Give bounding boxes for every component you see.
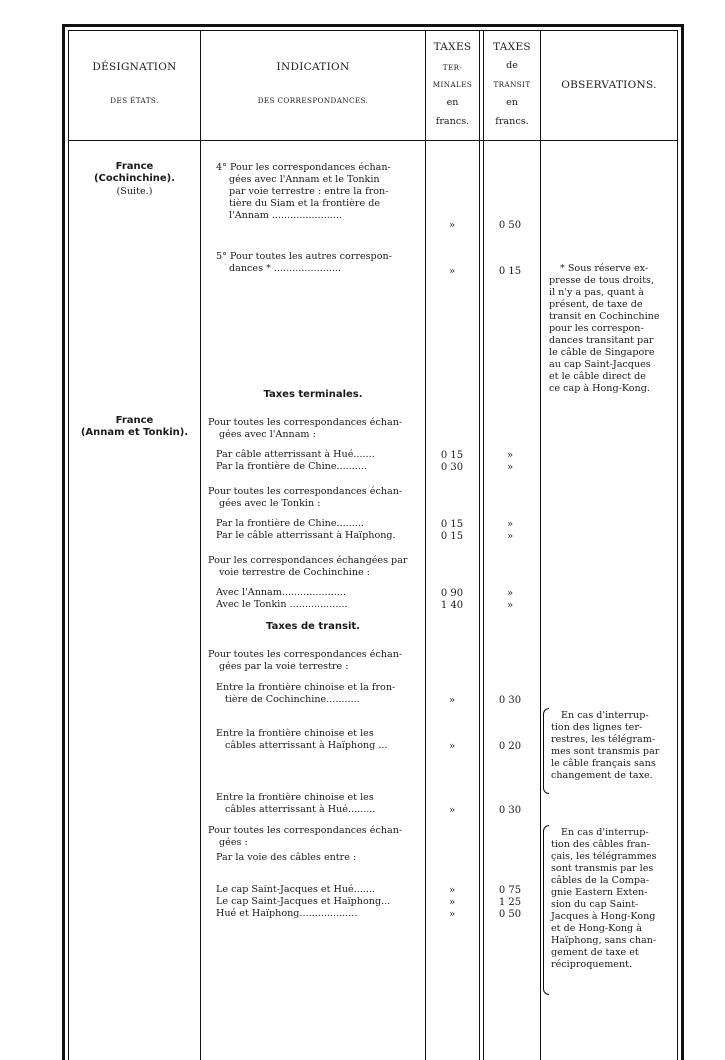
sec5-terminal: » <box>448 266 456 277</box>
obs1-line: transit en Cochinchine <box>549 311 660 322</box>
transit-value: 0 50 <box>498 909 522 920</box>
transit-line: Pour toutes les correspondances échan- <box>208 825 403 836</box>
obs1-line: le câble de Singapore <box>549 347 655 358</box>
terminal-title: Taxes terminales. <box>263 389 363 400</box>
transit-value: » <box>506 462 514 473</box>
obs3-line: et de Hong-Kong à <box>551 923 642 934</box>
terminal-row-label: Par la frontière de Chine......... <box>216 518 364 529</box>
obs3-line: En cas d'interrup- <box>561 827 649 838</box>
transit-line: câbles atterrissant à Haïphong ... <box>225 740 388 751</box>
brace-shape <box>543 708 549 794</box>
header-rule <box>68 140 678 141</box>
terminal-value: 0 90 <box>440 588 464 599</box>
brace-shape <box>543 825 549 995</box>
terminal-value: 0 30 <box>440 462 464 473</box>
terminal-line: Pour les correspondances échangées par <box>208 555 408 566</box>
header-designation: DÉSIGNATION <box>92 61 177 73</box>
sec5-line: 5° Pour toutes les autres correspon- <box>216 251 392 262</box>
col-divider-4 <box>540 30 541 1060</box>
state-cochinchine: (Cochinchine). <box>93 173 176 184</box>
transit-title: Taxes de transit. <box>266 621 360 632</box>
terminal-value: » <box>448 897 456 908</box>
terminal-value: 0 15 <box>440 450 464 461</box>
header-taxes-terminales-5: francs. <box>435 116 470 127</box>
terminal-line: Pour toutes les correspondances échan- <box>208 417 403 428</box>
col-divider-3b <box>483 30 484 1060</box>
transit-value: 0 75 <box>498 885 522 896</box>
header-observations: OBSERVATIONS. <box>561 79 657 91</box>
terminal-row-label: Par câble atterrissant à Hué....... <box>216 449 375 460</box>
terminal-value: 0 15 <box>440 519 464 530</box>
obs3-line: gement de taxe et <box>551 947 639 958</box>
sec4-line: tière du Siam et la frontière de <box>229 198 381 209</box>
obs3-line: gnie Eastern Exten- <box>551 887 648 898</box>
obs3-line: tion des câbles fran- <box>551 839 650 850</box>
header-taxes-transit-1: TAXES <box>493 41 531 53</box>
col-divider-3 <box>479 30 480 1060</box>
obs1-line: au cap Saint-Jacques <box>549 359 651 370</box>
terminal-value: 1 40 <box>440 600 464 611</box>
header-taxes-terminales-4: en <box>446 97 459 108</box>
transit-value: » <box>506 531 514 542</box>
header-taxes-terminales-2: TER- <box>442 63 463 72</box>
obs2-line: mes sont transmis par <box>551 746 660 757</box>
sec4-terminal: » <box>448 220 456 231</box>
transit-line: Par la voie des câbles entre : <box>216 852 357 863</box>
obs1-line: presse de tous droits, <box>549 275 655 286</box>
header-des-correspondances: DES CORRESPONDANCES. <box>257 96 369 105</box>
terminal-value: » <box>448 885 456 896</box>
sec4-line: l'Annam ....................... <box>229 210 342 221</box>
transit-line: câbles atterrissant à Hué......... <box>225 804 376 815</box>
header-des-etats: DES ÉTATS. <box>110 96 159 105</box>
obs1-line: pour les correspon- <box>549 323 644 334</box>
transit-value: 0 20 <box>498 741 522 752</box>
transit-line: tière de Cochinchine........... <box>225 694 360 705</box>
obs2-line: le câble français sans <box>551 758 656 769</box>
transit-value: 0 30 <box>498 805 522 816</box>
transit-line: gées par la voie terrestre : <box>219 661 349 672</box>
top-rule-inner <box>68 30 678 31</box>
transit-value: » <box>506 600 514 611</box>
state-suite: (Suite.) <box>116 186 153 197</box>
top-rule <box>62 24 684 27</box>
transit-value: » <box>506 519 514 530</box>
terminal-value: » <box>448 695 456 706</box>
header-indication: INDICATION <box>276 61 350 73</box>
right-border-inner <box>677 30 678 1060</box>
obs2-line: restres, les télégram- <box>551 734 656 745</box>
transit-value: 0 30 <box>498 695 522 706</box>
terminal-row-label: Par la frontière de Chine.......... <box>216 461 368 472</box>
sec4-line: 4° Pour les correspondances échan- <box>216 162 391 173</box>
header-taxes-transit-5: francs. <box>495 116 529 127</box>
transit-value: 1 25 <box>498 897 522 908</box>
header-taxes-terminales-3: MINALES <box>432 80 473 89</box>
obs1-line: ce cap à Hong-Kong. <box>549 383 650 394</box>
terminal-value: » <box>448 909 456 920</box>
terminal-row-label: Avec l'Annam..................... <box>216 587 346 598</box>
terminal-line: gées avec le Tonkin : <box>219 498 321 509</box>
header-taxes-terminales-1: TAXES <box>433 41 472 53</box>
col-divider-1 <box>200 30 201 1060</box>
terminal-row-label: Avec le Tonkin ................... <box>216 599 348 610</box>
terminal-line: voie terrestre de Cochinchine : <box>219 567 371 578</box>
obs1-line: présent, de taxe de <box>549 299 643 310</box>
state-france-2: France <box>115 415 154 426</box>
obs3-line: câbles de la Compa- <box>551 875 649 886</box>
obs3-line: sion du cap Saint- <box>551 899 639 910</box>
terminal-line: gées avec l'Annam : <box>219 429 316 440</box>
obs2-line: En cas d'interrup- <box>561 710 649 721</box>
obs3-line: sont transmis par les <box>551 863 654 874</box>
sec4-line: par voie terrestre : entre la fron- <box>229 186 389 197</box>
transit-line: Pour toutes les correspondances échan- <box>208 649 403 660</box>
sec4-transit: 0 50 <box>498 220 522 231</box>
transit-value: » <box>506 450 514 461</box>
header-taxes-transit-2: de <box>506 60 518 71</box>
transit-line: Entre la frontière chinoise et la fron- <box>216 682 396 693</box>
obs1-line: il n'y a pas, quant à <box>549 287 644 298</box>
obs3-line: Jacques à Hong-Kong <box>551 911 656 922</box>
transit-value: » <box>506 588 514 599</box>
header-taxes-transit-3: TRANSIT <box>493 80 531 89</box>
transit-row-label: Le cap Saint-Jacques et Hué....... <box>216 884 376 895</box>
state-france-1: France <box>115 161 154 172</box>
col-divider-2 <box>425 30 426 1060</box>
obs3-line: Haïphong, sans chan- <box>551 935 657 946</box>
terminal-value: » <box>448 741 456 752</box>
transit-row-label: Hué et Haïphong................... <box>216 908 358 919</box>
transit-line: Entre la frontière chinoise et les <box>216 728 374 739</box>
terminal-row-label: Par le câble atterrissant à Haïphong. <box>216 530 396 541</box>
transit-row-label: Le cap Saint-Jacques et Haïphong... <box>216 896 391 907</box>
terminal-value: » <box>448 805 456 816</box>
sec4-line: gées avec l'Annam et le Tonkin <box>229 174 380 185</box>
left-border-outer <box>62 24 65 1060</box>
terminal-value: 0 15 <box>440 531 464 542</box>
obs1-line: dances transitant par <box>549 335 654 346</box>
obs1-line: et le câble direct de <box>549 371 646 382</box>
transit-line: gées : <box>219 837 248 848</box>
obs3-line: réciproquement. <box>551 959 633 970</box>
obs2-line: tion des lignes ter- <box>551 722 643 733</box>
obs2-line: changement de taxe. <box>551 770 653 781</box>
right-border-outer <box>681 24 684 1060</box>
state-annam-tonkin: (Annam et Tonkin). <box>80 427 189 438</box>
header-taxes-transit-4: en <box>506 97 518 108</box>
obs1-line: * Sous réserve ex- <box>560 263 649 274</box>
transit-line: Entre la frontière chinoise et les <box>216 792 374 803</box>
sec5-transit: 0 15 <box>498 266 522 277</box>
obs3-line: çais, les télégrammes <box>551 851 657 862</box>
sec5-line: dances * ...................... <box>229 263 342 274</box>
terminal-line: Pour toutes les correspondances échan- <box>208 486 403 497</box>
